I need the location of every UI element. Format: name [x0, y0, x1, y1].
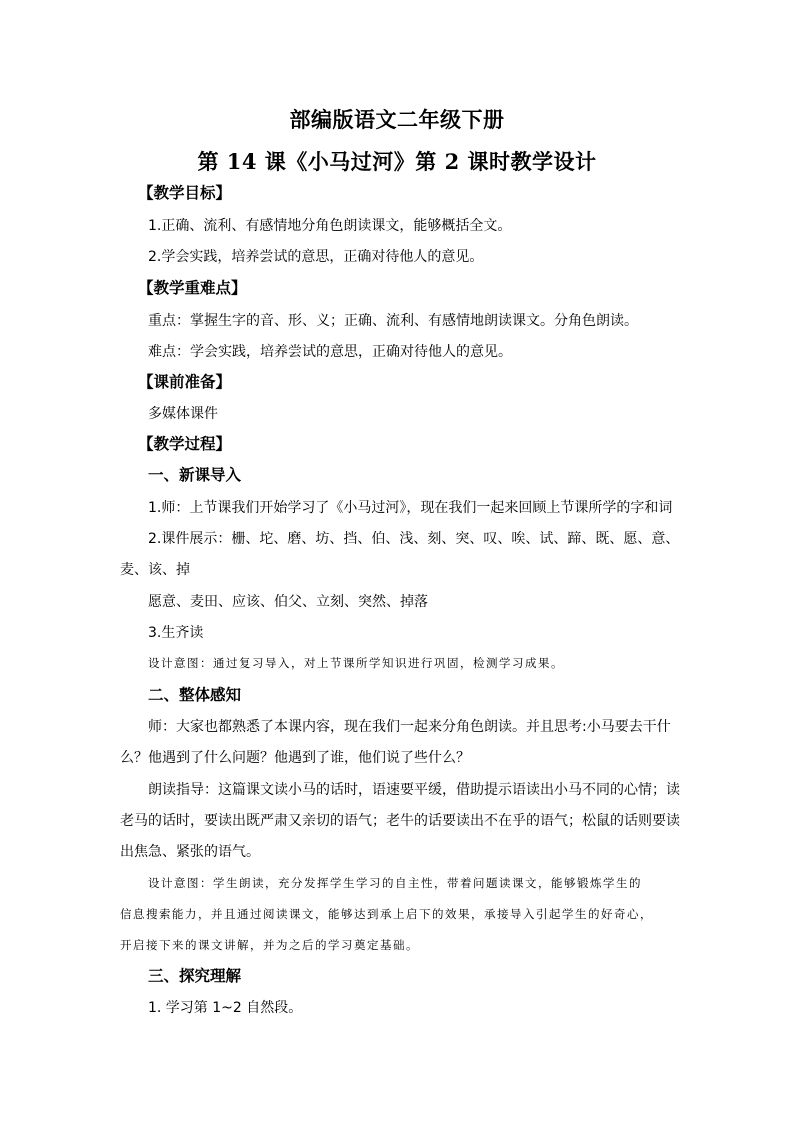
part2-para2-line2: 老马的话时，要读出既严肃又亲切的语气；老牛的话要读出不在乎的语气；松鼠的话则要读	[120, 813, 680, 829]
document-title-line2: 第 14 课《小马过河》第 2 课时教学设计	[197, 149, 597, 174]
preparation-heading: 【课前准备】	[138, 373, 232, 391]
part1-item-2-line2: 麦、该、掉	[120, 562, 190, 578]
part2-para1-line1: 师：大家也都熟悉了本课内容，现在我们一起来分角色朗读。并且思考:小马要去干什	[148, 719, 671, 735]
part2-design-line2: 信息搜索能力，并且通过阅读课文，能够达到承上启下的效果，承接导入引起学生的好奇心，	[120, 907, 653, 921]
process-heading: 【教学过程】	[138, 435, 232, 453]
part2-design-line1: 设计意图：学生朗读，充分发挥学生学习的自主性，带着问题读课文，能够锻炼学生的	[148, 876, 642, 890]
part3-heading: 三、探究理解	[148, 967, 242, 985]
key-point-text: 重点：掌握生字的音、形、义；正确、流利、有感情地朗读课文。分角色朗读。	[148, 313, 638, 329]
part3-item-1: 1. 学习第 1~2 自然段。	[148, 1000, 303, 1016]
part1-words: 愿意、麦田、应该、伯父、立刻、突然、掉落	[148, 594, 428, 610]
part2-para2-line1: 朗读指导：这篇课文读小马的话时，语速要平缓，借助提示语读出小马不同的心情；读	[148, 782, 680, 798]
document-title-line1: 部编版语文二年级下册	[289, 107, 505, 132]
preparation-content: 多媒体课件	[148, 406, 218, 422]
part2-design-line3: 开启接下来的课文讲解，并为之后的学习奠定基础。	[120, 938, 419, 952]
part1-heading: 一、新课导入	[148, 466, 242, 484]
objectives-item-1: 1.正确、流利、有感情地分角色朗读课文，能够概括全文。	[148, 218, 512, 234]
part2-heading: 二、整体感知	[148, 686, 242, 704]
difficult-point-text: 难点：学会实践，培养尝试的意思，正确对待他人的意见。	[148, 344, 512, 360]
part1-design-intent: 设计意图：通过复习导入，对上节课所学知识进行巩固，检测学习成果。	[148, 656, 564, 670]
part1-item-3: 3.生齐读	[148, 625, 204, 641]
key-points-heading: 【教学重难点】	[138, 279, 247, 297]
part1-item-1: 1.师：上节课我们开始学习了《小马过河》，现在我们一起来回顾上节课所学的字和词	[148, 500, 673, 516]
objectives-heading: 【教学目标】	[138, 184, 232, 202]
part1-item-2-line1: 2.课件展示：栅、坨、磨、坊、挡、伯、浅、刻、突、叹、唉、试、蹄、既、愿、意、	[148, 531, 680, 547]
objectives-item-2: 2.学会实践，培养尝试的意思，正确对待他人的意见。	[148, 249, 484, 265]
part2-para2-line3: 出焦急、紧张的语气。	[120, 844, 260, 860]
part2-para1-line2: 么？他遇到了什么问题？他遇到了谁，他们说了些什么？	[120, 750, 470, 766]
